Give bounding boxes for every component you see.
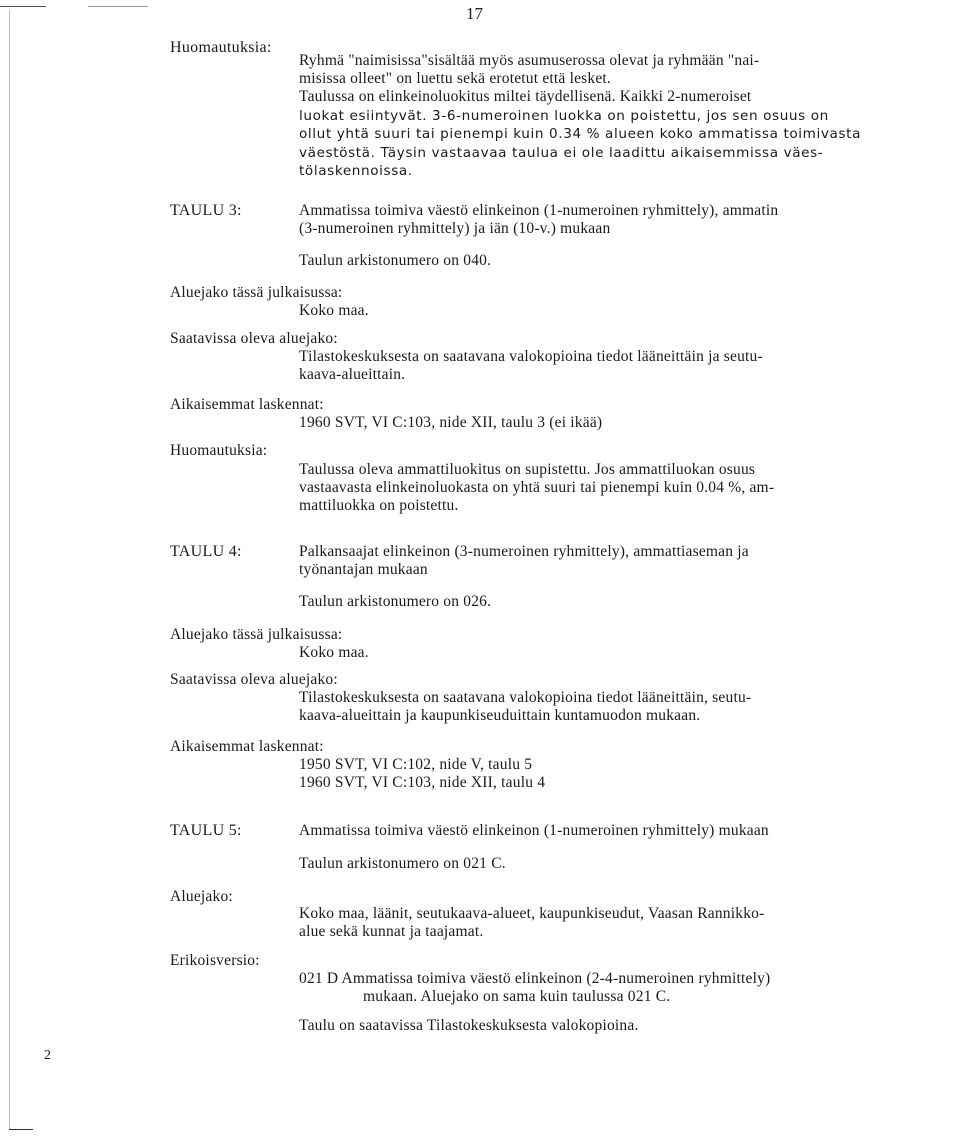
taulu3-label: TAULU 3:	[170, 202, 242, 219]
taulu3-huom-line: vastaavasta elinkeinoluokasta on yhtä suuri tai pienempi kuin 0.04 %, am-	[299, 479, 775, 496]
taulu4-aikaisemmat-line: 1950 SVT, VI C:102, nide V, taulu 5	[299, 756, 533, 773]
taulu4-saatavissa-label: Saatavissa oleva aluejako:	[170, 671, 338, 688]
taulu3-saatavissa-label: Saatavissa oleva aluejako:	[170, 330, 338, 347]
taulu5-erikois-line: mukaan. Aluejako on sama kuin taulussa 021 C.	[363, 988, 671, 1005]
intro-line: väestöstä. Täysin vastaavaa taulua ei ole laadittu aikaisemmissa väes-	[299, 144, 824, 161]
taulu3-archive: Taulun arkistonumero on 040.	[299, 252, 492, 269]
taulu5-erikois-line: 021 D Ammatissa toimiva väestö elinkeinon (2-4-numeroinen ryhmittely)	[299, 970, 771, 987]
left-margin-line	[9, 10, 10, 1130]
taulu4-saatavissa-line: kaava-alueittain ja kaupunkiseuduittain kuntamuodon mukaan.	[299, 707, 701, 724]
taulu3-title	[299, 202, 778, 238]
taulu3-aikaisemmat-label: Aikaisemmat laskennat:	[170, 396, 324, 413]
taulu3-aluejako-value: Koko maa.	[299, 302, 369, 319]
intro-line: Taulussa on elinkeinoluokitus miltei täydellisenä. Kaikki 2-numeroiset	[299, 88, 752, 105]
taulu3-aluejako-label: Aluejako tässä julkaisussa:	[170, 284, 343, 301]
taulu3-title-line: (3-numeroinen ryhmittely) ja iän (10-v.) mukaan	[299, 220, 611, 237]
taulu4-saatavissa-text	[299, 689, 751, 725]
bottom-edge-mark	[9, 1129, 33, 1130]
taulu4-aikaisemmat-line: 1960 SVT, VI C:103, nide XII, taulu 4	[299, 774, 546, 791]
taulu5-erikois-text	[299, 970, 770, 1006]
taulu3-huom-line: mattiluokka on poistettu.	[299, 497, 459, 514]
taulu3-huom-label: Huomautuksia:	[170, 442, 268, 459]
intro-line: tölaskennoissa.	[299, 162, 413, 179]
taulu3-aikaisemmat-line: 1960 SVT, VI C:103, nide XII, taulu 3 (ei ikää)	[299, 414, 603, 431]
intro-line: Ryhmä "naimisissa"sisältää myös asumuserossa olevat ja ryhmään "nai-	[299, 52, 760, 69]
side-number: 2	[44, 1048, 51, 1063]
intro-label: Huomautuksia:	[170, 39, 272, 56]
taulu4-label: TAULU 4:	[170, 543, 242, 560]
taulu5-aluejako-text	[299, 905, 764, 941]
intro-line: luokat esiintyvät. 3-6-numeroinen luokka on poistettu, jos sen osuus on	[299, 108, 829, 124]
taulu5-label: TAULU 5:	[170, 822, 242, 839]
intro-serif-text	[299, 52, 759, 106]
page-number: 17	[466, 4, 483, 23]
top-edge-mark	[0, 6, 46, 7]
taulu4-title	[299, 543, 749, 579]
taulu4-aluejako-label: Aluejako tässä julkaisussa:	[170, 626, 343, 643]
intro-line: misissa olleet" on luettu sekä erotetut että lesket.	[299, 70, 612, 87]
taulu4-title-line: työnantajan mukaan	[299, 561, 428, 578]
taulu3-saatavissa-line: kaava-alueittain.	[299, 366, 406, 383]
taulu5-aluejako-line: Koko maa, läänit, seutukaava-alueet, kaupunkiseudut, Vaasan Rannikko-	[299, 905, 765, 922]
taulu3-huom-text	[299, 461, 774, 515]
taulu3-title-line: Ammatissa toimiva väestö elinkeinon (1-numeroinen ryhmittely), ammatin	[299, 202, 779, 219]
taulu5-aluejako-label: Aluejako:	[170, 888, 233, 905]
taulu5-aluejako-line: alue sekä kunnat ja taajamat.	[299, 923, 484, 940]
taulu3-saatavissa-text	[299, 348, 763, 384]
top-edge-mark-2	[88, 6, 148, 7]
taulu4-archive: Taulun arkistonumero on 026.	[299, 593, 492, 610]
taulu5-closing: Taulu on saatavissa Tilastokeskuksesta valokopioina.	[299, 1017, 639, 1034]
taulu4-aikaisemmat-text	[299, 756, 545, 792]
intro-line: ollut yhtä suuri tai pienempi kuin 0.34 % alueen koko ammatissa toimivasta	[299, 126, 862, 143]
taulu5-erikois-label: Erikoisversio:	[170, 952, 260, 969]
taulu4-title-line: Palkansaajat elinkeinon (3-numeroinen ryhmittely), ammattiaseman ja	[299, 543, 749, 560]
taulu4-aluejako-value: Koko maa.	[299, 644, 369, 661]
taulu3-huom-line: Taulussa oleva ammattiluokitus on supistettu. Jos ammattiluokan osuus	[299, 461, 756, 478]
taulu4-aikaisemmat-label: Aikaisemmat laskennat:	[170, 738, 324, 755]
taulu4-saatavissa-line: Tilastokeskuksesta on saatavana valokopioina tiedot lääneittäin, seutu-	[299, 689, 752, 706]
taulu5-title: Ammatissa toimiva väestö elinkeinon (1-numeroinen ryhmittely) mukaan	[299, 822, 769, 839]
taulu5-archive: Taulun arkistonumero on 021 C.	[299, 855, 506, 872]
intro-sans-text	[299, 107, 861, 180]
taulu3-saatavissa-line: Tilastokeskuksesta on saatavana valokopioina tiedot lääneittäin ja seutu-	[299, 348, 763, 365]
